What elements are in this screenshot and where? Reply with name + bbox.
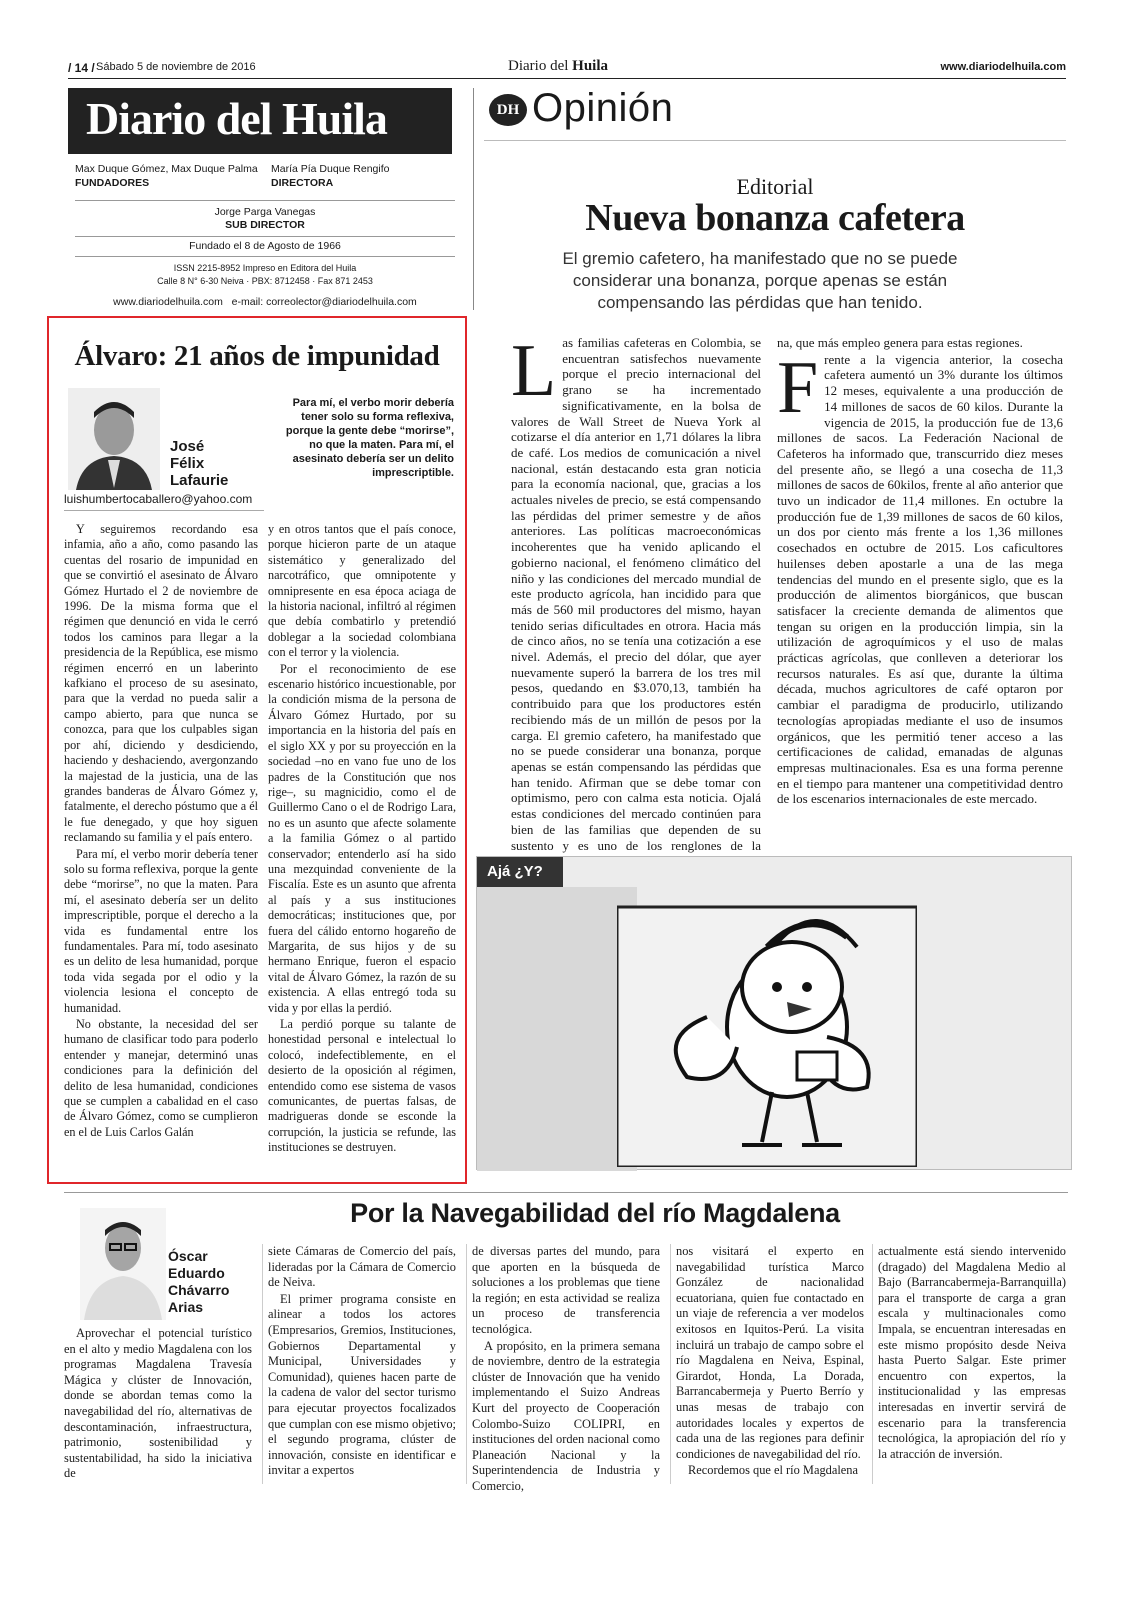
header-rule	[68, 78, 1066, 79]
address-line: Calle 8 N° 6-30 Neiva · PBX: 8712458 · Fax 871 2453	[157, 276, 373, 286]
subdirector-label: SUB DIRECTOR	[225, 219, 305, 231]
issn-line: ISSN 2215-8952 Impreso en Editora del Huila	[173, 263, 357, 273]
author-name: José Félix Lafaurie	[170, 438, 229, 489]
avatar2-icon	[80, 1208, 166, 1320]
founders-label: FUNDADORES	[75, 177, 150, 189]
editorial-column-1: Las familias cafeteras en Colombia, se encuentran satisfechos nuevamente porque el precio internacional del grano se ha incrementado significativamente, en la bolsa de valores de Wall Street de Nueva York al cotizarse el día anterior en 1,71 dólares la libra de café. Los medios de comunicación a nivel nacional, están destacando esta gran noticia para la economía nacional, que, gracias a los actuales niveles de precio, se está compensando las pérdidas del primer semestre y de años anteriores. Las políticas macroeconómicas incoherentes que ha venido aplicando el gobierno nacional, el fenómeno climático del niño y las condiciones del mercado mundial de este producto agrícola, han incidido para que más de 560 mil productores del mismo, hayan tenido serias dificultades en otrora. Hacia más de cinco años, no se tenía una cotización a ese nivel. Además, el precio del dólar, que ayer nuevamente superó la barrera de los tres mil pesos, quedando en $3.070,13, también ha contribuido para que los productores estén recibiendo más de un millón de pesos por la carga. El gremio cafetero, ha manifestado que no se puede considerar una bonanza, porque apenas se están compensando las pérdidas que han tenido. Afirman que se debe tomar con optimismo, pero con calma esta noticia. Ojalá estas condiciones del mercado continúen para bien de las familias que dependen de su sustento y es uno de los renglones de la	[511, 330, 761, 853]
author2-name: Óscar Eduardo Chávarro Arias	[168, 1248, 230, 1315]
column2-title: Por la Navegabilidad del río Magdalena	[350, 1198, 840, 1228]
logo-text: Diario del Huila	[86, 93, 387, 144]
column1-left: Y seguiremos recordando esa infamia, año a año, como pasando las cuentas del rosario de impunidad en que se convirtió el asesinato de Álvaro Gómez Hurtado el 2 de noviembre de 1996. De la misma forma que el régimen que denunció en vida le cerró todos los caminos para llegar a la presidencia de la República, ese mismo régimen encerró en un laberinto kafkiano el proceso de su asesinato, para que la verdad no pueda salir a campo abierto, para que nunca se conozca, para que los culpables sigan por ahí, diciendo y desdiciendo, haciendo y deshaciendo, avergonzando la majestad de la justicia, una de las grandes banderas de Álvaro Gómez y, fatalmente, el derecho póstumo que a él le fue denegado, y que hoy siguen reclamando su familia y el país entero. Para mí, el verbo morir debería tener solo su forma reflexiva, porque la gente debe “morirse”, no que la maten. Para mí, el asesinato debería ser un delito imprescriptible, porque el derecho a la vida es fundamental entre los fundamentales. Para mí, todo asesinato es un delito de lesa humanidad, porque toda vida segada por el odio y la violencia lesiona el concepto de humanidad. No obstante, la necesidad del ser humano de clasificar todo para poderlo entender y manejar, determinó unas condiciones para la definición del delito de lesa humanidad, condiciones que se cumplen a cabalidad en el caso de Álvaro Gómez, como se cumplieron en el de Luis Carlos Galán	[64, 522, 258, 1139]
founders-names: Max Duque Gómez, Max Duque Palma	[75, 163, 258, 175]
author-photo	[68, 388, 160, 490]
cartoon-bird-illustration	[617, 877, 917, 1167]
section-badge: DH	[489, 94, 527, 126]
paper-name: Diario del Huila	[508, 58, 609, 74]
founded-date: Fundado el 8 de Agosto de 1966	[189, 240, 341, 252]
column-title: Álvaro: 21 años de impunidad	[74, 340, 440, 372]
editorial-deck: El gremio cafetero, ha manifestado que no se puede considerar una bonanza, porque apenas se están compensando las pérdidas que han tenido.	[562, 249, 958, 312]
column2-col3: de diversas partes del mundo, para que aporten en la búsqueda de soluciones a los problemas que tiene la región; en esta actividad se realiza un proceso de transferencia tecnológica. A propósito, en la primera semana de noviembre, dentro de la estrategia clúster de Innovación que ha venido implementando el Suizo Andreas Kurt del proyecto de Cooperación Colombo-Suizo COLIPRI, en instituciones del orden nacional como Planeación Nacional y la Superintendencia de Industria y Comercio,	[472, 1244, 660, 1493]
email-link[interactable]: e-mail: correolector@diariodelhuila.com	[231, 296, 417, 308]
cartoon-label: Ajá ¿Y?	[477, 857, 563, 887]
drop-cap: L	[511, 330, 557, 412]
avatar-icon	[68, 388, 160, 490]
cartoon-box	[476, 856, 1072, 1170]
editorial-column-2: na, que más empleo genera para estas regiones. Frente a la vigencia anterior, la cosecha cafetera aumentó un 3% durante los últimos 12 meses, equivalente a una producción de 14 millones de sacos de 60 kilos. Durante la vigencia de 2015, la producción fue de 13,6 millones de sacos. La Federación Nacional de Cafeteros ha informado que, transcurrido diez meses del presente año, se llegó a una cosecha de 11,3 millones de sacos de 60kilos, frente al año anterior que tuvo un indicador de 11,4 millones. En octubre la producción fue de 1,39 millones de sacos de 60 kilos, un dos por ciento más frente a los 1,36 millones cosechados en octubre de 2015. Los caficultores huilenses deben apostarle a una de las mega tendencias del mundo en el presente siglo, que es la producción de alimentos biorgánicos, que buscan satisfacer la creciente demanda de alimentos que tengan su origen en la producción limpia, sin la utilización de agroquímicos y el uso de malas prácticas agrícolas, que conlleven a deteriorar los recursos naturales. Es así que, durante la última década, muchos agricultores de café optaron por cambiar el paradigma de producirlo, utilizando tecnologías apropiadas mediante el uso de insumos orgánicos, que les permitió tener acceso a las certificaciones de calidad, emanadas de algunas empresas multinacionales. Esa es una forma perenne en el tiempo para mantener una competitividad dentro de los escenarios internacionales de este mercado.	[777, 335, 1063, 807]
director-name: María Pía Duque Rengifo	[271, 163, 390, 175]
author-email[interactable]: luishumbertocaballero@yahoo.com	[64, 492, 253, 506]
subdirector-name: Jorge Parga Vanegas	[214, 206, 316, 218]
pull-quote: Para mí, el verbo morir debería tener solo su forma reflexiva, porque la gente debe “morirse”, no que la maten. Para mí, el asesinato debería ser un delito imprescriptible.	[285, 397, 454, 479]
site-url: www.diariodelhuila.com	[940, 61, 1066, 73]
page-number: / 14 /	[68, 61, 95, 75]
column2-col2: siete Cámaras de Comercio del país, lideradas por la Cámara de Comercio de Neiva. El primer programa consiste en alinear a todos los actores (Empresarios, Gremios, Instituciones, Gobiernos Departamental y Municipal, Universidades y Comunidad), quienes hacen parte de la cadena de valor del sector turismo para ejecutar proyectos focalizados que cumplan con ese mismo objetivo; el segundo programa, clúster de innovación, consiste en identificar e invitar a expertos	[268, 1244, 456, 1478]
section-title: Opinión	[532, 86, 674, 130]
column2-col1: Aprovechar el potencial turístico en el alto y medio Magdalena con los programas Magdalena Travesía Mágica y clúster de Innovación, donde se abordan temas como la navegabilidad del río, alternativas de descontaminación, infraestructura, patrimonio, sostenibilidad y sustentabilidad, ha sido la iniciativa de	[64, 1326, 252, 1481]
column2-col5: actualmente está siendo intervenido (dragado) del Magdalena Medio al Bajo (Barrancabermeja-Barranquilla) para el transporte de carga a gran escala y multinacionales como Impala, se encuentran interesadas en este mismo propósito desde Neiva hasta Puerto Salgar. Este primer encuentro con expertos, la institucionalidad y las empresas interesadas en invertir servirá de escenario para la transferencia tecnológica, la apropiación del río y la atracción de inversión.	[878, 1244, 1066, 1461]
author2-photo	[80, 1208, 166, 1320]
page-date: Sábado 5 de noviembre de 2016	[96, 61, 256, 73]
web-link[interactable]: www.diariodelhuila.com	[113, 296, 223, 308]
editorial-title: Nueva bonanza cafetera	[585, 197, 965, 239]
page-header	[68, 60, 1068, 78]
editorial-kicker: Editorial	[736, 174, 814, 199]
column2-col4: nos visitará el experto en navegabilidad turística Marco González de nacionalidad ecuatoriana, quien fue contactado en un viaje de referencia a ver modelos exitosos en Iquitos-Perú. La visita incluirá un trabajo de campo sobre el río Magdalena en Neiva, Espinal, Girardot, Honda, La Dorada, Barrancabermeja y Puerto Berrío y unas mesas de trabajo con autoridades locales y expertos de cada una de las regiones para definir condiciones de navegabilidad del río. Recordemos que el río Magdalena	[676, 1244, 864, 1478]
masthead-logo	[68, 88, 452, 154]
director-label: DIRECTORA	[271, 177, 334, 189]
drop-cap-2: F	[777, 346, 819, 429]
column1-right: y en otros tantos que el país conoce, porque hicieron parte de un ataque sistemático y generalizado del narcotráfico, que omnipotente y omnipresente en esa época aciaga de la historia nacional, infiltró al régimen que debía combatirlo y pretendió doblegar a la sociedad colombiana con el terror y la violencia. Por el reconocimiento de ese escenario histórico incuestionable, por la condición misma de la persona de Álvaro Gómez Hurtado, por su importancia en la historia del país en el siglo XX y por su proyección en la sociedad –no en vano fue uno de los padres de la Constitución que nos rige–, su magnicidio, como el de Guillermo Cano o el de Rodrigo Lara, no es un asunto que afecte solamente a la familia Gómez o al partido conservador; entenderlo así ha sido una mezquindad conveniente de la Fiscalía. Este es un asunto que afrenta al país y a sus instituciones democráticas; instituciones que, por fuera del cálido entorno hogareño de Margarita, de sus hijos y de su hermano Enrique, fueron el espacio vital de Álvaro Gómez, la razón de su existencia. A ellas entregó toda su vida y por ellas la perdió. La perdió porque su talante de honestidad personal e intelectual lo colocó, indefectiblemente, en el desierto de la oposición al régimen, entendido como ese sistema de vasos comunicantes, de puertas falsas, de madrigueras donde se esconde la corrupción, la justicia se refunde, las instituciones se destruyen.	[268, 522, 456, 1155]
